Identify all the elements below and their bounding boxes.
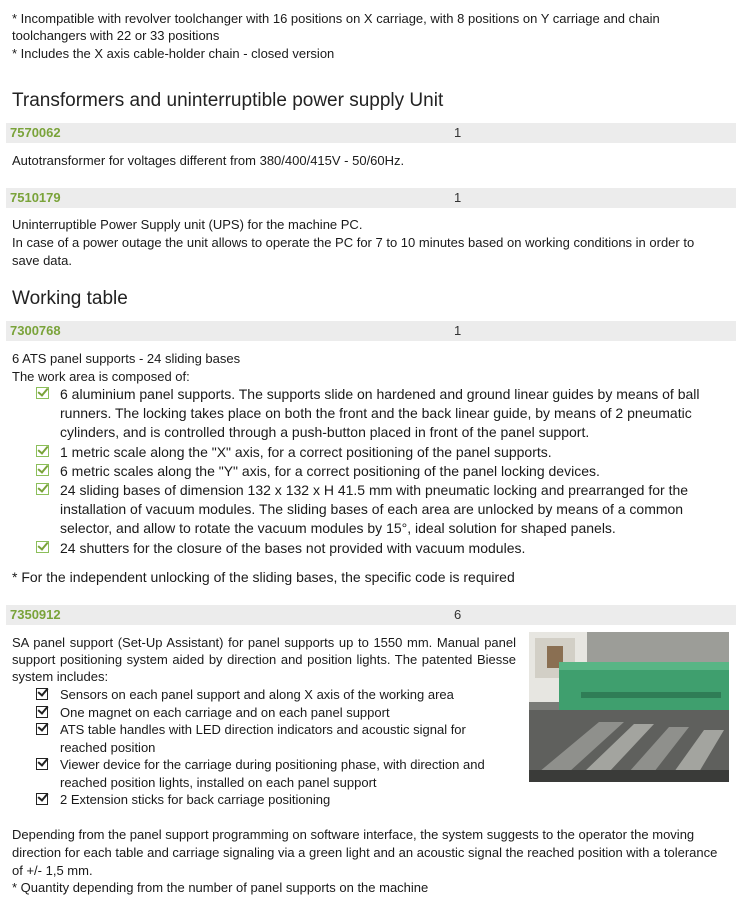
- item-description-2: In case of a power outage the unit allows to operate the PC for 7 to 10 minutes based on working conditions in order to: [12, 235, 695, 250]
- section-title-working-table: Working table: [12, 288, 128, 309]
- list-item: [36, 704, 496, 722]
- machine-photo-illustration: [529, 632, 729, 782]
- checkmark-icon: [36, 483, 49, 495]
- list-item: [36, 385, 726, 442]
- list-item: [36, 686, 496, 704]
- item-title: 6 ATS panel supports - 24 sliding bases: [12, 351, 241, 366]
- list-item-text: Sensors on each panel support and along X axis of the working area: [60, 687, 454, 702]
- list-item: [36, 721, 496, 757]
- item-footer-paragraph: Depending from the panel support programming on software interface, the system suggests to the operator the moving direction for each table and carriage signaling via a green light and an acoustic signal the reached position with a tolerance of +/- 1,5 mm.: [12, 827, 718, 878]
- item-code: 7300768: [10, 323, 61, 338]
- item-note: * For the independent unlocking of the sliding bases, the specific code is required: [12, 569, 515, 585]
- checkbox-checked-icon: [36, 793, 48, 805]
- code-row-7570062: [6, 123, 736, 143]
- item-subtitle: The work area is composed of:: [12, 369, 190, 384]
- checkmark-icon: [36, 387, 49, 399]
- list-item-text: 24 shutters for the closure of the bases not provided with vacuum modules.: [60, 540, 526, 556]
- machine-photo: [529, 632, 729, 782]
- section-title-transformers: Transformers and uninterruptible power supply Unit: [12, 90, 444, 111]
- item-code: 7350912: [10, 607, 61, 622]
- checkbox-checked-icon: [36, 688, 48, 700]
- item-description: Autotransformer for voltages different from 380/400/415V - 50/60Hz.: [12, 153, 405, 168]
- checkmark-icon: [36, 464, 49, 476]
- item-paragraph: SA panel support (Set-Up Assistant) for panel supports up to 1550 mm. Manual panel support positioning system aided by direction and position lights. The patented Biesse system includes:: [12, 635, 516, 684]
- item-quantity: 1: [454, 323, 462, 338]
- checkmark-icon: [36, 541, 49, 553]
- list-item: [36, 481, 726, 538]
- item-code: 7510179: [10, 190, 61, 205]
- item-quantity: 1: [454, 125, 462, 140]
- list-item: [36, 443, 726, 462]
- item-quantity: 6: [454, 607, 462, 622]
- item-footer-note: * Quantity depending from the number of panel supports on the machine: [12, 880, 429, 895]
- list-item: [36, 756, 496, 792]
- list-item-text: 24 sliding bases of dimension 132 x 132 x H 41.5 mm with pneumatic locking and prearranged for the installation of vacuum modules. The sliding bases of each area are unlocked by means of a common selector, and allow to rotate the vacuum modules by 15°, ideal solution for shaped panels.: [60, 482, 689, 536]
- item-description-1: Uninterruptible Power Supply unit (UPS) for the machine PC.: [12, 217, 363, 232]
- code-row-7510179: [6, 188, 736, 208]
- intro-line-2: toolchangers with 22 or 33 positions: [12, 28, 220, 43]
- code-row-7300768: [6, 321, 736, 341]
- item-description-3: save data.: [12, 253, 72, 268]
- item-quantity: 1: [454, 190, 462, 205]
- checkbox-checked-icon: [36, 758, 48, 770]
- list-item-text: Viewer device for the carriage during positioning phase, with direction and reached position lights, installed on each panel support: [60, 757, 485, 790]
- checkbox-checked-icon: [36, 723, 48, 735]
- intro-line-1: * Incompatible with revolver toolchanger with 16 positions on X carriage, with 8 positions on Y carriage and chain: [12, 11, 660, 26]
- checkmark-icon: [36, 445, 49, 457]
- list-item: [36, 791, 496, 809]
- list-item-text: 1 metric scale along the "X" axis, for a correct positioning of the panel supports.: [60, 444, 552, 460]
- list-item: [36, 462, 726, 481]
- list-item-text: ATS table handles with LED direction indicators and acoustic signal for reached position: [60, 722, 466, 755]
- checkbox-checked-icon: [36, 706, 48, 718]
- list-item: [36, 539, 726, 558]
- item-code: 7570062: [10, 125, 61, 140]
- intro-line-3: * Includes the X axis cable-holder chain - closed version: [12, 46, 335, 61]
- list-item-text: One magnet on each carriage and on each panel support: [60, 705, 390, 720]
- list-item-text: 6 metric scales along the "Y" axis, for a correct positioning of the panel locking devices.: [60, 463, 600, 479]
- list-item-text: 2 Extension sticks for back carriage positioning: [60, 792, 331, 807]
- code-row-7350912: [6, 605, 736, 625]
- list-item-text: 6 aluminium panel supports. The supports slide on hardened and ground linear guides by means of ball runners. The locking takes place on both the front and the back linear guide, by means of 2 pneumatic cylinders, and is controlled through a push-button placed in front of the panel support.: [60, 386, 700, 440]
